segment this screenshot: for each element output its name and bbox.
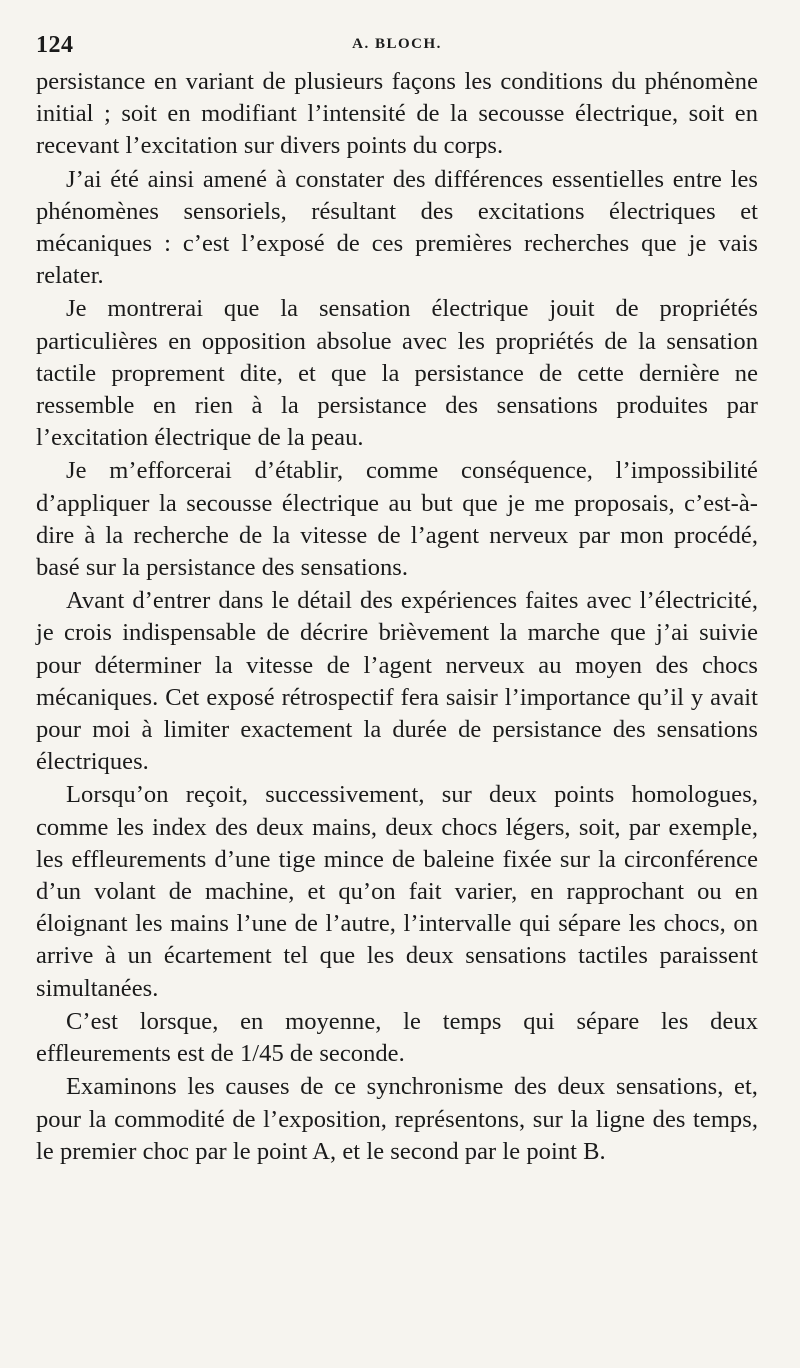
running-head: A. BLOCH. [352,36,442,52]
paragraph-8: Examinons les causes de ce synchronisme des deux sensations, et, pour la commodité de l’exposition, représentons, sur la ligne des temps, le premier choc par le point A, et le second par le point B. [36,1073,758,1165]
paragraph-2: J’ai été ainsi amené à constater des différences essentielles entre les phénomènes sensoriels, résultant des excitations électriques et mécaniques : c’est l’exposé de ces premières recherches que je vais relater. [36,165,758,290]
book-page [36,28,758,1348]
paragraph-6: Lorsqu’on reçoit, successivement, sur deux points homologues, comme les index des deux mains, deux chocs légers, soit, par exemple, les effleurements d’une tige mince de baleine fixée sur la circonférence d’un volant de machine, et qu’on fait varier, en rapprochant ou en éloignant les mains l’une de l’autre, l’intervalle qui sépare les chocs, on arrive à un écartement tel que les deux sensations tactiles paraissent simultanées. [36,781,758,1002]
paragraph-4: Je m’efforcerai d’établir, comme conséquence, l’impossibilité d’appliquer la secousse électrique au but que je me proposais, c’est-à-dire à la recherche de la vitesse de l’agent nerveux par mon procédé, basé sur la persistance des sensations. [36,457,758,582]
paragraph-5: Avant d’entrer dans le détail des expériences faites avec l’électricité, je crois indispensable de décrire brièvement la marche que j’ai suivie pour déterminer la vitesse de l’agent nerveux au moyen des chocs mécaniques. Cet exposé rétrospectif fera saisir l’importance qu’il y avait pour moi à limiter exactement la durée de persistance des sensations électriques. [36,587,758,776]
page-number: 124 [36,32,74,58]
page-header [36,28,758,58]
paragraph-7: C’est lorsque, en moyenne, le temps qui sépare les deux effleurements est de 1/45 de seconde. [36,1007,758,1068]
paragraph-3: Je montrerai que la sensation électrique jouit de propriétés particulières en opposition absolue avec les propriétés de la sensation tactile proprement dite, et que la persistance de cette dernière ne ressemble en rien à la persistance des sensations produites par l’excitation électrique de la peau. [36,295,758,452]
body-text [36,66,758,1168]
paragraph-1: persistance en variant de plusieurs façons les conditions du phénomène initial ; soit en modifiant l’intensité de la secousse électrique, soit en recevant l’excitation sur divers points du corps. [36,68,758,160]
